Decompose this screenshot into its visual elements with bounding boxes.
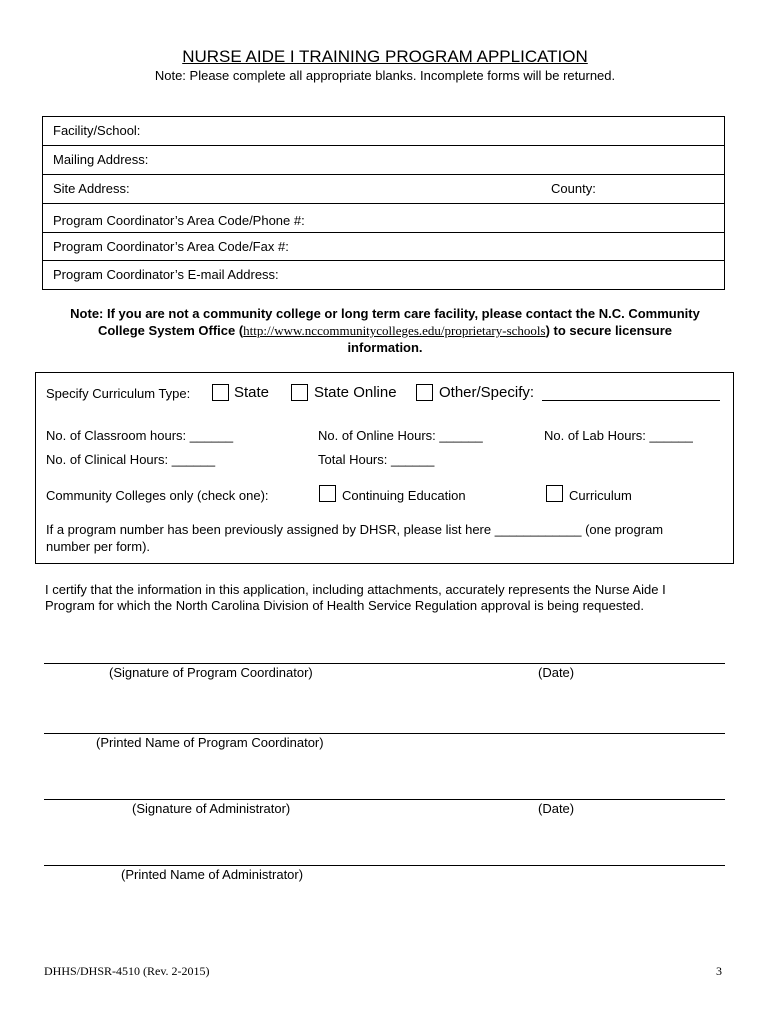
program-number-line1: If a program number has been previously assigned by DHSR, please list here ____________ (one program [46,522,664,537]
cc-only-label: Community Colleges only (check one): [46,488,269,503]
certification-statement [45,582,666,614]
curriculum-checkbox[interactable] [546,485,563,502]
email-label: Program Coordinator’s E-mail Address: [53,267,279,282]
fax-label: Program Coordinator’s Area Code/Fax #: [53,239,289,254]
administrator-signature-caption: (Signature of Administrator) [132,801,291,816]
mailing-address-label: Mailing Address: [53,152,149,167]
phone-label: Program Coordinator’s Area Code/Phone #: [53,213,305,228]
mailing-address-row[interactable] [43,146,724,175]
administrator-signature-line[interactable] [44,799,725,800]
facility-label: Facility/School: [53,123,141,138]
note2-line3: information. [347,340,423,355]
lab-hours-label: No. of Lab Hours: ______ [544,428,693,443]
program-number-line2: number per form). [46,539,151,554]
curriculum-type-label: Specify Curriculum Type: [46,386,191,401]
page-number: 3 [716,964,722,978]
form-note: Note: Please complete all appropriate blanks. Incomplete forms will be returned. [154,68,616,83]
note2-line2 [0,322,770,339]
other-specify-label: Other/Specify: [439,384,535,401]
site-address-label: Site Address: [53,181,130,196]
fax-row[interactable] [43,233,724,261]
administrator-printed-name-line[interactable] [44,865,725,866]
online-hours-label: No. of Online Hours: ______ [318,428,483,443]
continuing-education-checkbox[interactable] [319,485,336,502]
facility-row[interactable] [43,117,724,146]
site-address-row[interactable] [43,175,724,204]
administrator-date-caption: (Date) [538,801,575,816]
certify-line1: I certify that the information in this application, including attachments, accurately represents the Nurse Aide I [45,582,666,597]
phone-row[interactable] [43,204,724,233]
coordinator-printed-name-caption: (Printed Name of Program Coordinator) [96,735,324,750]
coordinator-printed-name-line[interactable] [44,733,725,734]
administrator-printed-name-caption: (Printed Name of Administrator) [121,867,304,882]
coordinator-date-caption: (Date) [538,665,575,680]
form-title: NURSE AIDE I TRAINING PROGRAM APPLICATION [182,47,588,66]
state-checkbox[interactable] [212,384,229,401]
state-online-option-label: State Online [314,384,397,401]
note2-prefix: College System Office ( [97,323,244,338]
county-label: County: [551,181,596,196]
other-specify-field[interactable] [542,400,720,401]
coordinator-signature-line[interactable] [44,663,725,664]
facility-info-box [42,116,725,290]
other-checkbox[interactable] [416,384,433,401]
form-id: DHHS/DHSR-4510 (Rev. 2-2015) [44,964,210,978]
community-college-note [0,305,770,356]
coordinator-signature-caption: (Signature of Program Coordinator) [109,665,313,680]
note2-line1: Note: If you are not a community college or long term care facility, please contact the N.C. Community [70,306,700,321]
total-hours-label: Total Hours: ______ [318,452,435,467]
curriculum-option-label: Curriculum [569,488,632,503]
email-row[interactable] [43,261,724,289]
note2-suffix: ) to secure licensure [545,323,673,338]
nccs-link[interactable]: http://www.nccommunitycolleges.edu/proprietary-schools [243,323,546,338]
curriculum-box [35,372,734,564]
state-option-label: State [234,384,270,401]
clinical-hours-label: No. of Clinical Hours: ______ [46,452,216,467]
classroom-hours-label: No. of Classroom hours: ______ [46,428,234,443]
certify-line2: Program for which the North Carolina Division of Health Service Regulation approval is being requested. [45,598,645,613]
continuing-education-label: Continuing Education [342,488,466,503]
state-online-checkbox[interactable] [291,384,308,401]
